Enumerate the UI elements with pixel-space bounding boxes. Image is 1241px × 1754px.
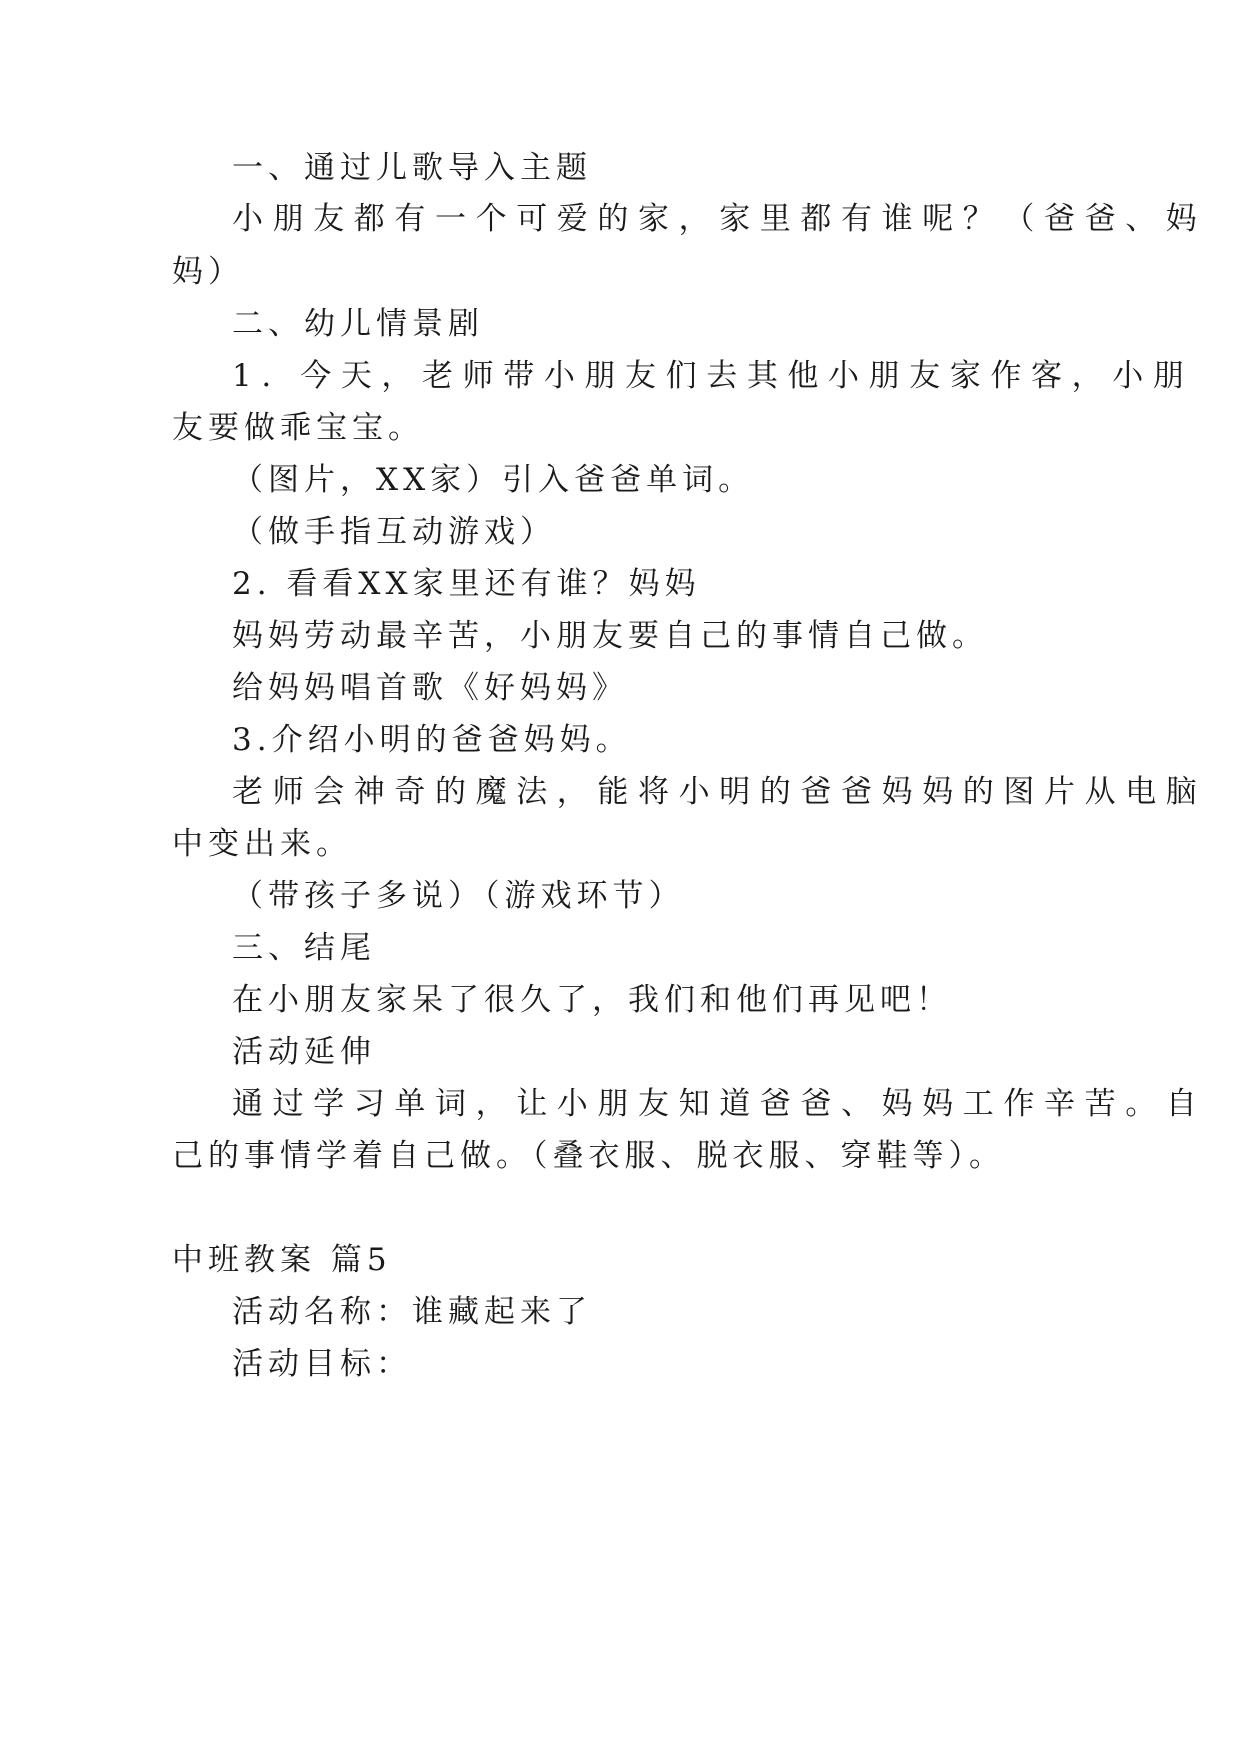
list-item-2: 2. 看看XX家里还有谁？妈妈 <box>232 566 701 602</box>
list-item-3: 3.介绍小明的爸爸妈妈。 <box>232 722 632 758</box>
section-heading-extension: 活动延伸 <box>232 1034 376 1070</box>
paragraph-line: （图片，XX家）引入爸爸单词。 <box>232 462 755 498</box>
paragraph-line: 在小朋友家呆了很久了，我们和他们再见吧！ <box>232 982 952 1018</box>
paragraph-line: 己的事情学着自己做。（叠衣服、脱衣服、穿鞋等）。 <box>172 1138 1005 1174</box>
paragraph-line: 给妈妈唱首歌《好妈妈》 <box>232 670 628 706</box>
paragraph-line: 通过学习单词，让小朋友知道爸爸、妈妈工作辛苦。自 <box>232 1086 1207 1122</box>
paragraph-line: 老师会神奇的魔法，能将小明的爸爸妈妈的图片从电脑 <box>232 774 1207 810</box>
list-item-1: 1. 今天，老师带小朋友们去其他小朋友家作客，小朋 <box>232 358 1194 394</box>
paragraph-line: 妈妈劳动最辛苦，小朋友要自己的事情自己做。 <box>232 618 988 654</box>
paragraph-line: 妈） <box>172 254 244 290</box>
paragraph-line: （做手指互动游戏） <box>232 514 556 550</box>
activity-name: 活动名称：谁藏起来了 <box>232 1294 592 1330</box>
activity-goals-heading: 活动目标： <box>232 1346 412 1382</box>
paragraph-line: 小朋友都有一个可爱的家，家里都有谁呢？（爸爸、妈 <box>232 201 1207 237</box>
lesson-plan-title: 中班教案 篇5 <box>172 1242 392 1278</box>
paragraph-line: 友要做乖宝宝。 <box>172 410 424 446</box>
paragraph-line: 中变出来。 <box>172 826 352 862</box>
section-heading-intro: 一、通过儿歌导入主题 <box>232 150 592 186</box>
section-heading-ending: 三、结尾 <box>232 930 376 966</box>
paragraph-line: （带孩子多说）（游戏环节） <box>232 878 685 914</box>
section-heading-drama: 二、幼儿情景剧 <box>232 306 484 342</box>
